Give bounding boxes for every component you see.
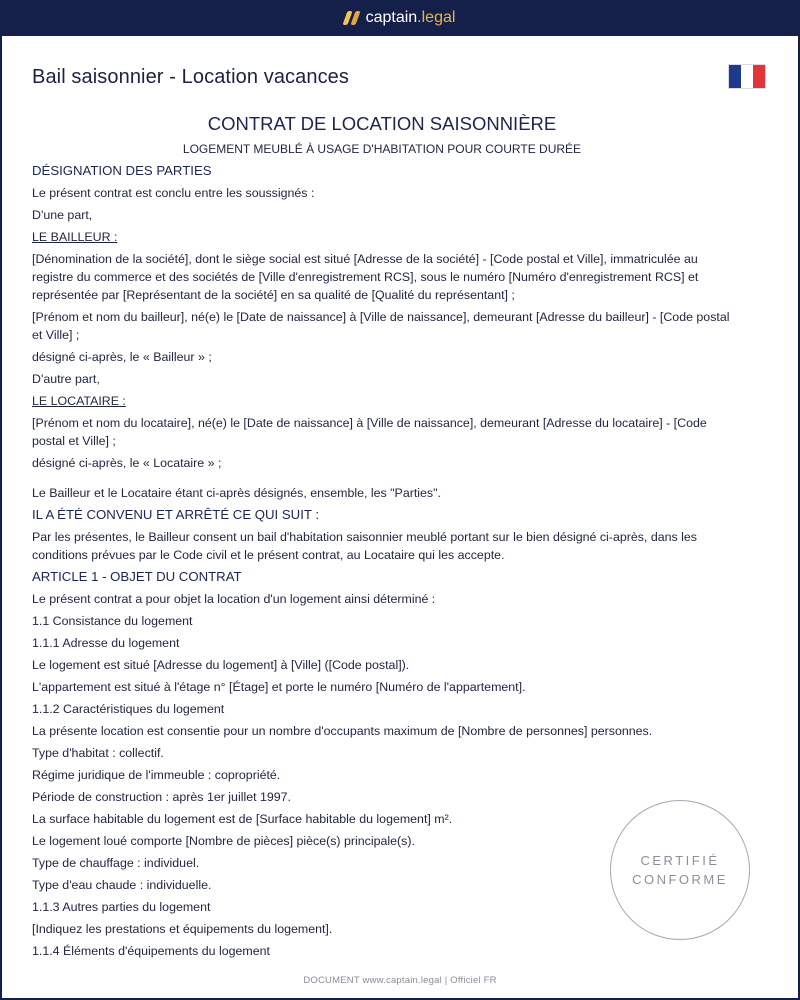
parties-text: Le Bailleur et le Locataire étant ci-après désignés, ensemble, les "Parties". — [32, 486, 441, 500]
bailleur-company-text: [Dénomination de la société], dont le siège social est situé [Adresse de la société] - [Code postal et Ville], immatriculée au registre du commerce et des sociétés de [Ville d'enregistrement RCS], sous le numéro [Numéro d'enregistrement RCS] et représentée par [Représentant de la société] en sa qualité de [Qualité du représentant] ; — [32, 252, 699, 302]
convenu-text: Par les présentes, le Bailleur consent un bail d'habitation saisonnier meublé portant sur le bien désigné ci-après, dans les conditions prévues par le Code civil et le présent contrat, au Locataire qui les accepte. — [32, 530, 697, 562]
dune-part-text: D'une part, — [32, 208, 93, 222]
document-title: Bail saisonnier - Location vacances — [32, 66, 350, 88]
brand-tld: .legal — [417, 9, 456, 26]
contract-title: CONTRAT DE LOCATION SAISONNIÈRE — [207, 113, 557, 134]
section-heading-convenu: IL A ÉTÉ CONVENU ET ARRÊTÉ CE QUI SUIT : — [32, 507, 320, 522]
dautre-part-text: D'autre part, — [32, 372, 100, 386]
periode-text: Période de construction : après 1er juillet 1997. — [32, 790, 291, 804]
pieces-text: Le logement loué comporte [Nombre de pièces] pièce(s) principale(s). — [32, 834, 415, 848]
subsection-1-1-3: 1.1.3 Autres parties du logement — [32, 900, 211, 914]
occupants-text: La présente location est consentie pour un nombre d'occupants maximum de [Nombre de personnes] personnes. — [32, 724, 653, 738]
section-heading-designation: DÉSIGNATION DES PARTIES — [32, 163, 212, 178]
contract-subtitle: LOGEMENT MEUBLÉ À USAGE D'HABITATION POUR COURTE DURÉE — [182, 142, 582, 156]
article-1-intro: Le présent contrat a pour objet la location d'un logement ainsi déterminé : — [32, 592, 436, 606]
intro-text: Le présent contrat est conclu entre les soussignés : — [32, 186, 315, 200]
bailleur-person-text: [Prénom et nom du bailleur], né(e) le [Date de naissance] à [Ville de naissance], demeurant [Adresse du bailleur] - [Code postal et Ville] ; — [32, 310, 730, 342]
subsection-1-1-4: 1.1.4 Éléments d'équipements du logement — [32, 944, 270, 958]
locataire-designation-text: désigné ci-après, le « Locataire » ; — [32, 456, 222, 470]
footer-text: DOCUMENT www.captain.legal | Officiel FR — [303, 975, 497, 986]
brand[interactable] — [345, 9, 456, 27]
surface-text: La surface habitable du logement est de [Surface habitable du logement] m². — [32, 812, 453, 826]
locataire-label: LE LOCATAIRE : — [32, 394, 126, 408]
appartement-text: L'appartement est situé à l'étage n° [Étage] et porte le numéro [Numéro de l'appartement]. — [32, 680, 526, 694]
stamp-line-2: CONFORME — [632, 872, 728, 887]
subsection-1-1-1: 1.1.1 Adresse du logement — [32, 636, 180, 650]
stamp-line-1: CERTIFIÉ — [640, 853, 720, 868]
regime-text: Régime juridique de l'immeuble : copropriété. — [32, 768, 281, 782]
france-flag-icon — [728, 64, 766, 89]
adresse-text: Le logement est situé [Adresse du logement] à [Ville] ([Code postal]). — [32, 658, 410, 672]
document-header — [32, 66, 768, 96]
habitat-text: Type d'habitat : collectif. — [32, 746, 164, 760]
section-heading-article-1: ARTICLE 1 - OBJET DU CONTRAT — [32, 569, 242, 584]
document-sheet — [2, 36, 798, 998]
chauffage-text: Type de chauffage : individuel. — [32, 856, 200, 870]
top-bar — [0, 0, 800, 36]
subsection-1-1-2: 1.1.2 Caractéristiques du logement — [32, 702, 225, 716]
brand-name: captain — [365, 9, 418, 26]
subsection-1-1: 1.1 Consistance du logement — [32, 614, 193, 628]
captain-logo-icon — [342, 11, 360, 25]
prestations-text: [Indiquez les prestations et équipements du logement]. — [32, 922, 333, 936]
eau-text: Type d'eau chaude : individuelle. — [32, 878, 212, 892]
certified-stamp — [610, 800, 750, 940]
bailleur-label: LE BAILLEUR : — [32, 230, 118, 244]
locataire-person-text: [Prénom et nom du locataire], né(e) le [Date de naissance] à [Ville de naissance], demeurant [Adresse du locataire] - [Code postal et Ville] ; — [32, 416, 707, 448]
bailleur-designation-text: désigné ci-après, le « Bailleur » ; — [32, 350, 212, 364]
